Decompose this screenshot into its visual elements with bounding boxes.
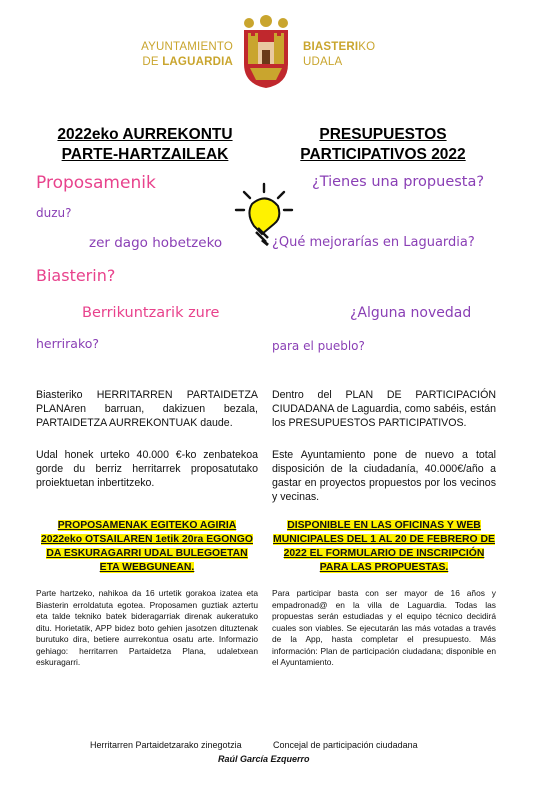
ayuntamiento-text: AYUNTAMIENTO	[141, 41, 233, 53]
eu-highlight-notice: PROPOSAMENAK EGITEKO AGIRIA 2022eko OTSAILAREN 1etik 20ra EGONGO DA ESKURAGARRI UDAL BULEGOETAN ETA WEBGUNEAN.	[41, 520, 253, 573]
signature-es-role: Concejal de participación ciudadana	[273, 740, 418, 750]
es-paragraph-1: Dentro del PLAN DE PARTICIPACIÓN CIUDADANA de Laguardia, como sabéis, están los PRESUPUESTOS PARTICIPATIVOS.	[272, 389, 496, 429]
es-hand-3: ¿Alguna novedad	[350, 305, 472, 321]
eu-hand-3: zer dago hobetzeko	[89, 235, 223, 251]
de-laguardia-text: DE LAGUARDIA	[142, 56, 233, 68]
header-left-brand	[137, 40, 233, 70]
udala-text: UDALA	[303, 56, 343, 68]
eu-hand-5: Berrikuntzarik zure	[82, 305, 220, 321]
header-right-brand	[303, 40, 413, 70]
es-paragraph-2: Este Ayuntamiento pone de nuevo a total disposición de la ciudadanía, 40.000€/año a gastar en proyectos propuestos por los vecinos y vecinas.	[272, 449, 496, 503]
eu-hand-1: Proposamenik	[36, 173, 156, 193]
es-small-print: Para participar basta con ser mayor de 16 años y empadronad@ en la villa de Laguardia. Todas las propuestas serán estudiadas y el equipo técnico decidirá cuales son viables. Se ejecutarán las más votadas a través de la App, hasta completar el presupuesto. Más información: Plan de participación ciudadana; disponible en el Ayuntamiento.	[272, 588, 496, 667]
es-hand-4: para el pueblo?	[272, 339, 365, 353]
signature-name: Raúl García Ezquerro	[218, 754, 310, 764]
eu-hand-6: herrirako?	[36, 336, 100, 351]
biasteriko-text: BIASTERIKO	[303, 41, 376, 53]
eu-small-print: Parte hartzeko, nahikoa da 16 urtetik gorakoa izatea eta Biasterin erroldatuta egotea. Proposamen guztiak aztertu eta talde tekniko batek bideragarriak direnak aukeratuko ditu. Horietatik, APP bidez boto gehien jasotzen dituztenak burutuko dira, betiere aurrekontua osatu arte. Informazio gehiago: herritarren Partaidetza Plana, udaletxean eskuragarri.	[36, 588, 258, 667]
es-title: PRESUPUESTOS PARTICIPATIVOS 2022	[300, 126, 466, 163]
signature-eu-role: Herritarren Partaidetzarako zinegotzia	[90, 740, 242, 750]
eu-hand-2: duzu?	[36, 206, 72, 220]
es-highlight-notice: DISPONIBLE EN LAS OFICINAS Y WEB MUNICIPALES DEL 1 AL 20 DE FEBRERO DE 2022 EL FORMULARIO DE INSCRIPCIÓN PARA LAS PROPUESTAS.	[273, 520, 495, 573]
eu-title: 2022eko AURREKONTU PARTE-HARTZAILEAK	[57, 126, 233, 163]
es-hand-1: ¿Tienes una propuesta?	[312, 174, 485, 190]
eu-hand-4: Biasterin?	[36, 266, 116, 285]
es-hand-2: ¿Qué mejorarías en Laguardia?	[272, 235, 475, 250]
town-crest-icon	[236, 14, 296, 90]
eu-paragraph-1: Biasteriko HERRITARREN PARTAIDETZA PLANAren barruan, dakizuen bezala, PARTAIDETZA AURREKONTUAK daude.	[36, 389, 258, 429]
eu-paragraph-2: Udal honek urteko 40.000 €-ko zenbatekoa gorde du berriz herritarrek proposatutako proiektuetan inbertitzeko.	[36, 449, 258, 489]
